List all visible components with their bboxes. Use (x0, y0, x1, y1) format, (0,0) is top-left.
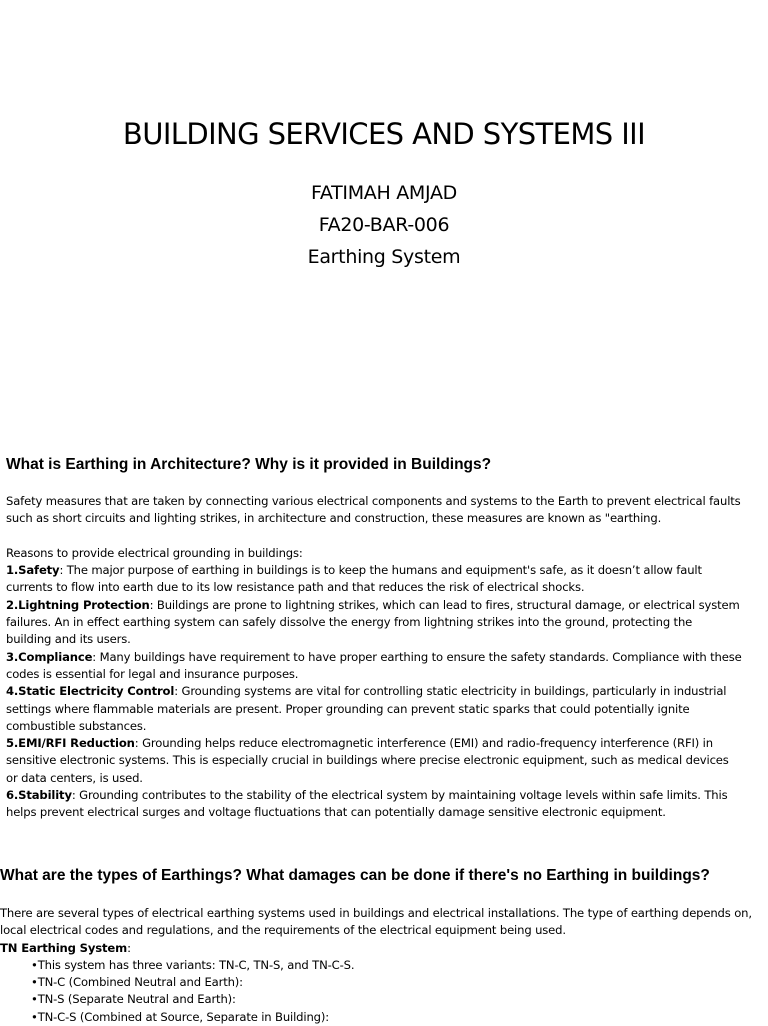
section-1-heading: What is Earthing in Architecture? Why is it provided in Buildings? (6, 456, 492, 473)
reason-text: settings where flammable materials are present. Proper grounding can prevent static sparks that could potentially ignite (6, 701, 690, 716)
reason-text: failures. An in effect earthing system can safely dissolve the energy from lightning strikes into the ground, protecting the (6, 615, 693, 630)
reason-text: : Grounding helps reduce electromagnetic interference (EMI) and radio-frequency interference (RFI) in (134, 736, 713, 751)
reason-text: : Grounding systems are vital for controlling static electricity in buildings, particularly in industrial (174, 684, 727, 699)
reason-text: : Many buildings have requirement to have proper earthing to ensure the safety standards. Compliance with these (92, 649, 742, 664)
section-2-body (0, 905, 768, 1026)
reason-item-static (6, 683, 768, 735)
tn-variant-list (0, 957, 768, 1026)
cover-block (0, 112, 768, 273)
reason-text: : Grounding contributes to the stability of the electrical system by maintaining voltage levels within safe limits. This (71, 788, 728, 803)
list-item: •TN-S (Separate Neutral and Earth): (31, 992, 236, 1007)
intro-line: There are several types of electrical earthing systems used in buildings and electrical installations. The type of earthing depends on, (0, 906, 752, 920)
reason-text: helps prevent electrical surges and voltage fluctuations that can potentially damage sensitive electronic equipment. (6, 805, 666, 820)
tn-label: TN Earthing System (0, 940, 128, 955)
document-title: BUILDING SERVICES AND SYSTEMS III (122, 117, 646, 151)
reason-text: : Buildings are prone to lightning strikes, which can lead to fires, structural damage, or electrical system (149, 597, 740, 612)
reasons-intro: Reasons to provide electrical grounding in buildings: (6, 545, 303, 560)
list-item: •This system has three variants: TN-C, TN-S, and TN-C-S. (31, 957, 355, 972)
reason-item-stability (6, 787, 768, 822)
reason-item-safety (6, 562, 768, 597)
reason-label: 1.Safety (6, 563, 60, 578)
reason-text: building and its users. (6, 632, 131, 647)
reason-text: : The major purpose of earthing in buildings is to keep the humans and equipment's safe, as it doesn’t allow fault (59, 563, 702, 578)
reason-label: 4.Static Electricity Control (6, 684, 175, 699)
intro-line: such as short circuits and lighting strikes, in architecture and construction, these measures are known as "earthing. (6, 511, 662, 526)
intro-line: local electrical codes and regulations, and the requirements of the electrical equipment being used. (0, 923, 566, 938)
reason-item-compliance (6, 649, 768, 684)
tn-suffix: : (127, 940, 131, 955)
reason-label: 3.Compliance (6, 649, 93, 664)
list-item: •TN-C (Combined Neutral and Earth): (31, 975, 243, 990)
reason-text: codes is essential for legal and insurance purposes. (6, 666, 299, 681)
section-2-heading: What are the types of Earthings? What damages can be done if there's no Earthing in buildings? (0, 867, 710, 884)
reason-label: 5.EMI/RFI Reduction (6, 736, 135, 751)
reason-text: currents to flow into earth due to its low resistance path and that reduces the risk of electrical shocks. (6, 580, 585, 595)
author-name: FATIMAH AMJAD (310, 182, 458, 204)
document-topic: Earthing System (307, 246, 461, 268)
intro-line: Safety measures that are taken by connecting various electrical components and systems to the Earth to prevent electrical faults (6, 494, 741, 508)
reason-text: combustible substances. (6, 718, 147, 733)
cover-subtitles (0, 177, 768, 273)
student-id: FA20-BAR-006 (318, 214, 450, 236)
section-1-body (6, 493, 768, 822)
reason-label: 2.Lightning Protection (6, 597, 150, 612)
reason-item-emi (6, 735, 768, 787)
reason-item-lightning (6, 597, 768, 649)
tn-system-heading (0, 940, 768, 957)
reason-text: sensitive electronic systems. This is especially crucial in buildings where precise electronic equipment, such as medical devices (6, 753, 729, 768)
list-item: •TN-C-S (Combined at Source, Separate in Building): (31, 1009, 329, 1024)
reason-text: or data centers, is used. (6, 770, 143, 785)
reason-label: 6.Stability (6, 788, 72, 803)
